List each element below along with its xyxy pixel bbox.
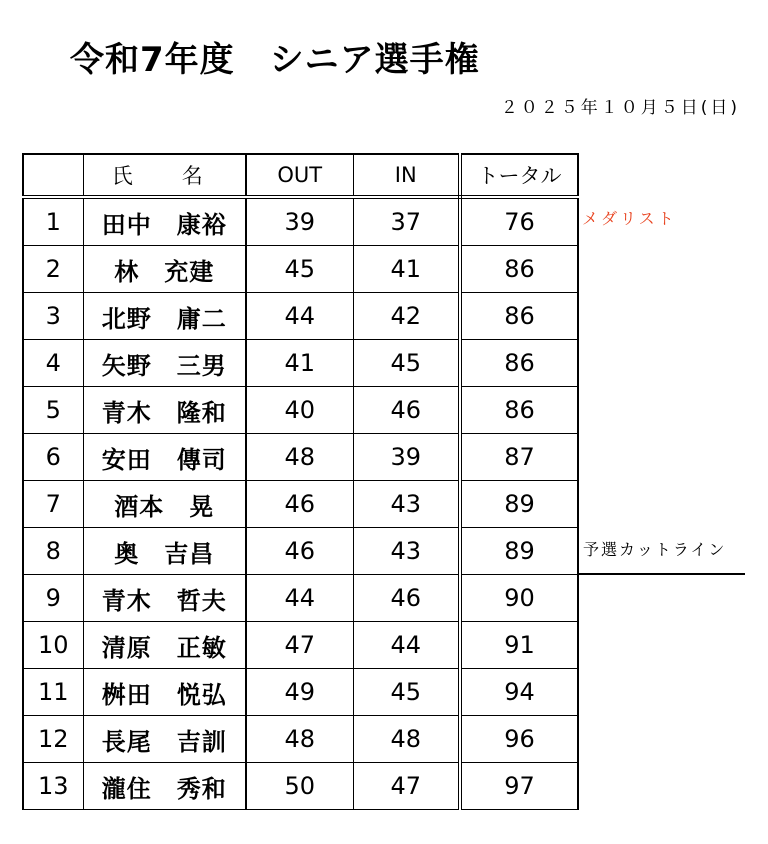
total-score: 90 xyxy=(460,575,578,622)
event-date: ２０２５年１０月５日(日) xyxy=(500,98,740,118)
rank-cell: 4 xyxy=(23,340,83,387)
cut-line-divider xyxy=(577,573,745,575)
player-name: 矢野 三男 xyxy=(83,340,246,387)
table-row xyxy=(23,528,578,575)
total-score: 96 xyxy=(460,716,578,763)
total-score: 89 xyxy=(460,481,578,528)
out-score: 46 xyxy=(246,528,353,575)
in-score: 42 xyxy=(353,293,460,340)
in-score: 45 xyxy=(353,669,460,716)
header-name: 氏 名 xyxy=(83,154,246,197)
in-score: 46 xyxy=(353,575,460,622)
table-header-row xyxy=(23,154,578,197)
in-score: 47 xyxy=(353,763,460,810)
header-out: OUT xyxy=(246,154,353,197)
rank-cell: 8 xyxy=(23,528,83,575)
player-name: 桝田 悦弘 xyxy=(83,669,246,716)
out-score: 49 xyxy=(246,669,353,716)
total-score: 87 xyxy=(460,434,578,481)
rank-cell: 7 xyxy=(23,481,83,528)
table-row xyxy=(23,387,578,434)
player-name: 酒本 晃 xyxy=(83,481,246,528)
in-score: 39 xyxy=(353,434,460,481)
results-table xyxy=(22,153,579,810)
player-name: 林 充建 xyxy=(83,246,246,293)
header-total: トータル xyxy=(460,154,578,197)
out-score: 41 xyxy=(246,340,353,387)
rank-cell: 10 xyxy=(23,622,83,669)
table-row xyxy=(23,197,578,246)
cut-line-note: 予選カットライン xyxy=(583,540,727,559)
out-score: 44 xyxy=(246,293,353,340)
table-row xyxy=(23,716,578,763)
player-name: 青木 隆和 xyxy=(83,387,246,434)
header-rank xyxy=(23,154,83,197)
in-score: 46 xyxy=(353,387,460,434)
table-row xyxy=(23,481,578,528)
out-score: 48 xyxy=(246,434,353,481)
page-title: 令和7年度 シニア選手権 xyxy=(70,40,480,80)
out-score: 50 xyxy=(246,763,353,810)
medalist-note: メダリスト xyxy=(582,209,677,228)
player-name: 清原 正敏 xyxy=(83,622,246,669)
rank-cell: 3 xyxy=(23,293,83,340)
out-score: 47 xyxy=(246,622,353,669)
rank-cell: 6 xyxy=(23,434,83,481)
rank-cell: 5 xyxy=(23,387,83,434)
player-name: 奥 吉昌 xyxy=(83,528,246,575)
table-row xyxy=(23,763,578,810)
in-score: 45 xyxy=(353,340,460,387)
out-score: 40 xyxy=(246,387,353,434)
table-row xyxy=(23,669,578,716)
total-score: 76 xyxy=(460,197,578,246)
total-score: 86 xyxy=(460,246,578,293)
table-row xyxy=(23,622,578,669)
table-row xyxy=(23,246,578,293)
in-score: 41 xyxy=(353,246,460,293)
in-score: 48 xyxy=(353,716,460,763)
in-score: 44 xyxy=(353,622,460,669)
in-score: 43 xyxy=(353,528,460,575)
table-row xyxy=(23,293,578,340)
player-name: 青木 哲夫 xyxy=(83,575,246,622)
total-score: 86 xyxy=(460,340,578,387)
rank-cell: 12 xyxy=(23,716,83,763)
total-score: 86 xyxy=(460,387,578,434)
rank-cell: 11 xyxy=(23,669,83,716)
player-name: 北野 庸二 xyxy=(83,293,246,340)
out-score: 44 xyxy=(246,575,353,622)
out-score: 46 xyxy=(246,481,353,528)
rank-cell: 2 xyxy=(23,246,83,293)
table-row xyxy=(23,575,578,622)
player-name: 安田 傳司 xyxy=(83,434,246,481)
total-score: 91 xyxy=(460,622,578,669)
table-row xyxy=(23,434,578,481)
total-score: 89 xyxy=(460,528,578,575)
total-score: 86 xyxy=(460,293,578,340)
out-score: 48 xyxy=(246,716,353,763)
out-score: 45 xyxy=(246,246,353,293)
player-name: 田中 康裕 xyxy=(83,197,246,246)
rank-cell: 13 xyxy=(23,763,83,810)
in-score: 43 xyxy=(353,481,460,528)
total-score: 97 xyxy=(460,763,578,810)
header-in: IN xyxy=(353,154,460,197)
player-name: 長尾 吉訓 xyxy=(83,716,246,763)
player-name: 瀧住 秀和 xyxy=(83,763,246,810)
table-row xyxy=(23,340,578,387)
rank-cell: 9 xyxy=(23,575,83,622)
rank-cell: 1 xyxy=(23,197,83,246)
in-score: 37 xyxy=(353,197,460,246)
out-score: 39 xyxy=(246,197,353,246)
total-score: 94 xyxy=(460,669,578,716)
